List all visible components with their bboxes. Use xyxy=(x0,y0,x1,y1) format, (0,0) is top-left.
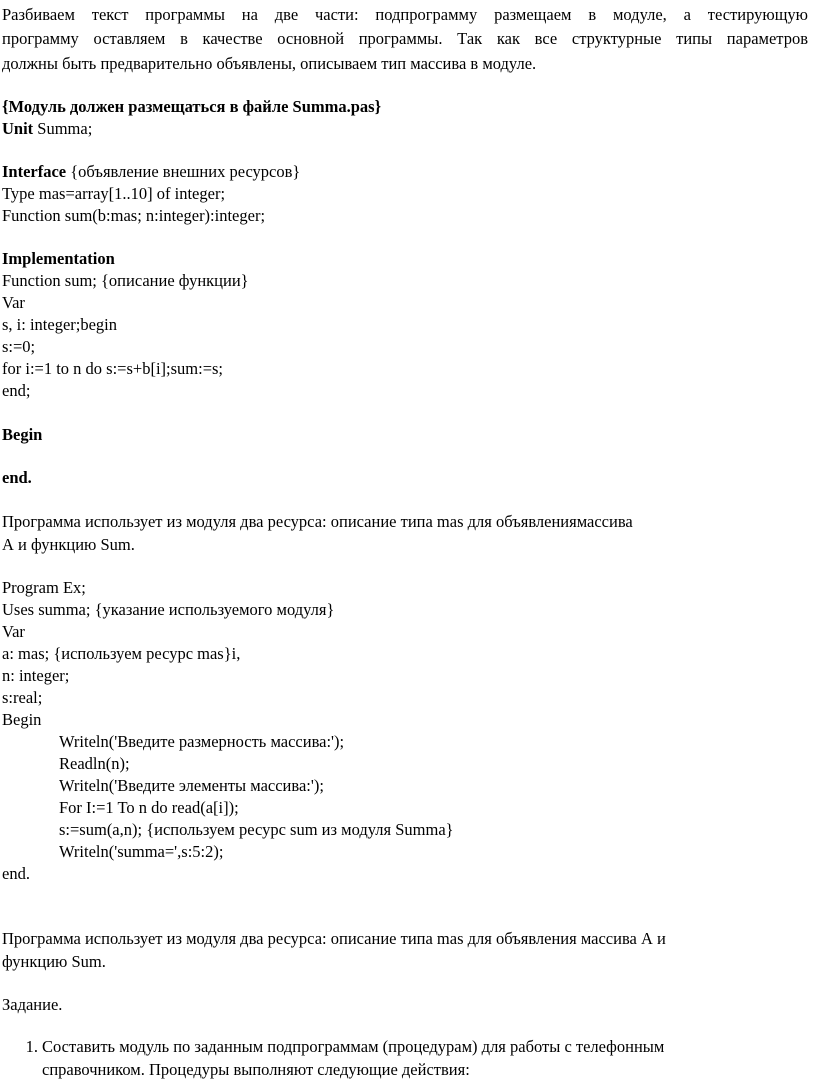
function-declaration: Function sum(b:mas; n:integer):integer; xyxy=(2,206,266,225)
module-begin: Begin xyxy=(2,425,43,444)
impl-line: s:=0; xyxy=(2,337,36,356)
task-title: Задание. xyxy=(2,995,63,1014)
program-line: Var xyxy=(2,622,25,641)
program-end: end. xyxy=(2,864,30,883)
program-line: Uses summa; {указание используемого модуля} xyxy=(2,600,335,619)
program-line: Begin xyxy=(2,710,42,729)
program-body-line: Writeln('Введите элементы массива:'); xyxy=(59,776,324,795)
program-line: a: mas; {используем ресурс mas}i, xyxy=(2,644,241,663)
impl-line: for i:=1 to n do s:=s+b[i];sum:=s; xyxy=(2,359,224,378)
type-line: Type mas=array[1..10] of integer; xyxy=(2,184,226,203)
usage-note-line-1: Программа использует из модуля два ресурса: описание типа mas для объявлениямассива xyxy=(2,512,633,531)
impl-line: Var xyxy=(2,293,25,312)
task-item xyxy=(2,1036,664,1058)
task-item-number: 1. xyxy=(25,1037,38,1056)
intro-line-3: должны быть предварительно объявлены, описываем тип массива в модуле. xyxy=(2,54,537,73)
interface-line xyxy=(2,161,300,183)
program-line: s:real; xyxy=(2,688,43,707)
module-comment: {Модуль должен размещаться в файле Summa.pas} xyxy=(2,97,382,116)
intro-line-1: Разбиваем текст программы на две части: подпрограмму размещаем в модуле, а тестирующую xyxy=(2,5,808,24)
impl-line: s, i: integer;begin xyxy=(2,315,118,334)
usage-note-line-2: А и функцию Sum. xyxy=(2,535,135,554)
unit-line xyxy=(2,118,92,140)
program-body-line: s:=sum(a,n); {используем ресурс sum из модуля Summa} xyxy=(59,820,454,839)
impl-line: end; xyxy=(2,381,31,400)
program-line: Program Ex; xyxy=(2,578,86,597)
usage-note2-line-2: функцию Sum. xyxy=(2,952,106,971)
module-end: end. xyxy=(2,468,32,487)
usage-note2-line-1: Программа использует из модуля два ресурса: описание типа mas для объявления массива А и xyxy=(2,929,666,948)
interface-keyword: Interface xyxy=(2,162,67,181)
unit-name: Summa; xyxy=(33,119,93,138)
program-body-line: For I:=1 To n do read(a[i]); xyxy=(59,798,239,817)
unit-keyword: Unit xyxy=(2,119,34,138)
program-body-line: Writeln('Введите размерность массива:'); xyxy=(59,732,345,751)
implementation-keyword: Implementation xyxy=(2,249,115,268)
interface-comment: {объявление внешних ресурсов} xyxy=(66,162,301,181)
program-line: n: integer; xyxy=(2,666,70,685)
task-item-text-line-1: Составить модуль по заданным подпрограммам (процедурам) для работы с телефонным xyxy=(42,1037,665,1056)
intro-line-2: программу оставляем в качестве основной программы. Так как все структурные типы параметров xyxy=(2,29,808,48)
task-item-text-line-2: справочником. Процедуры выполняют следующие действия: xyxy=(42,1060,470,1079)
program-body-line: Readln(n); xyxy=(59,754,130,773)
program-body-line: Writeln('summa=',s:5:2); xyxy=(59,842,224,861)
impl-line: Function sum; {описание функции} xyxy=(2,271,249,290)
